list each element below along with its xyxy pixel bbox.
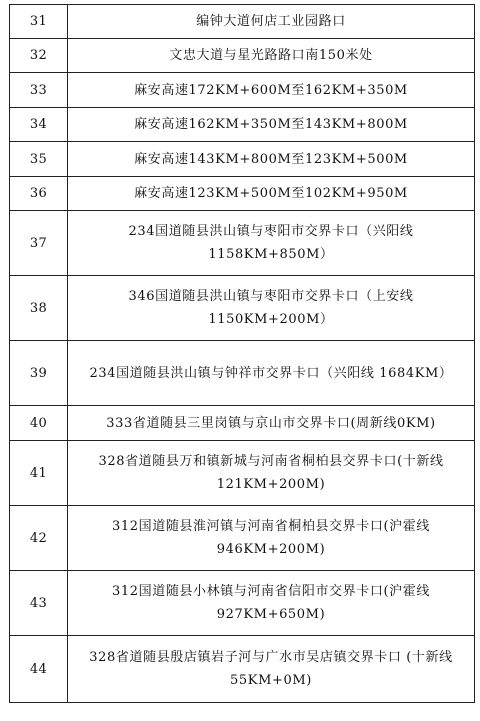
table-row	[10, 341, 475, 406]
location-cell: 328省道随县殷店镇岩子河与广水市吴店镇交界卡口 (十新线55KM+0M)	[68, 636, 475, 703]
location-cell: 234国道随县洪山镇与钟祥市交界卡口（兴阳线 1684KM）	[68, 341, 475, 406]
row-number: 32	[10, 39, 68, 73]
row-number: 34	[10, 108, 68, 142]
table-row	[10, 73, 475, 108]
row-number: 42	[10, 506, 68, 571]
location-cell: 346国道随县洪山镇与枣阳市交界卡口（上安线 1150KM+200M）	[68, 276, 475, 341]
table-row	[10, 5, 475, 39]
location-cell: 312国道随县淮河镇与河南省桐柏县交界卡口(沪霍线 946KM+200M)	[68, 506, 475, 571]
table-row	[10, 571, 475, 636]
row-number: 35	[10, 142, 68, 177]
location-cell: 编钟大道何店工业园路口	[68, 5, 475, 39]
location-cell: 麻安高速123KM+500M至102KM+950M	[68, 177, 475, 211]
row-number: 43	[10, 571, 68, 636]
location-cell: 333省道随县三里岗镇与京山市交界卡口(周新线0KM)	[68, 406, 475, 441]
row-number: 37	[10, 211, 68, 276]
location-cell: 麻安高速172KM+600M至162KM+350M	[68, 73, 475, 108]
location-cell: 文忠大道与星光路路口南150米处	[68, 39, 475, 73]
table-row	[10, 177, 475, 211]
table-row	[10, 108, 475, 142]
table-row	[10, 276, 475, 341]
row-number: 39	[10, 341, 68, 406]
table-row	[10, 39, 475, 73]
location-cell: 312国道随县小林镇与河南省信阳市交界卡口(沪霍线 927KM+650M)	[68, 571, 475, 636]
checkpoint-table	[9, 4, 475, 703]
location-cell: 328省道随县万和镇新城与河南省桐柏县交界卡口(十新线121KM+200M)	[68, 441, 475, 506]
table-row	[10, 636, 475, 703]
row-number: 31	[10, 5, 68, 39]
location-cell: 234国道随县洪山镇与枣阳市交界卡口（兴阳线 1158KM+850M）	[68, 211, 475, 276]
table-row	[10, 211, 475, 276]
row-number: 33	[10, 73, 68, 108]
checkpoint-table-container	[9, 4, 474, 703]
location-cell: 麻安高速162KM+350M至143KM+800M	[68, 108, 475, 142]
row-number: 36	[10, 177, 68, 211]
row-number: 41	[10, 441, 68, 506]
row-number: 40	[10, 406, 68, 441]
table-row	[10, 506, 475, 571]
row-number: 44	[10, 636, 68, 703]
table-row	[10, 142, 475, 177]
table-row	[10, 406, 475, 441]
table-row	[10, 441, 475, 506]
location-cell: 麻安高速143KM+800M至123KM+500M	[68, 142, 475, 177]
row-number: 38	[10, 276, 68, 341]
